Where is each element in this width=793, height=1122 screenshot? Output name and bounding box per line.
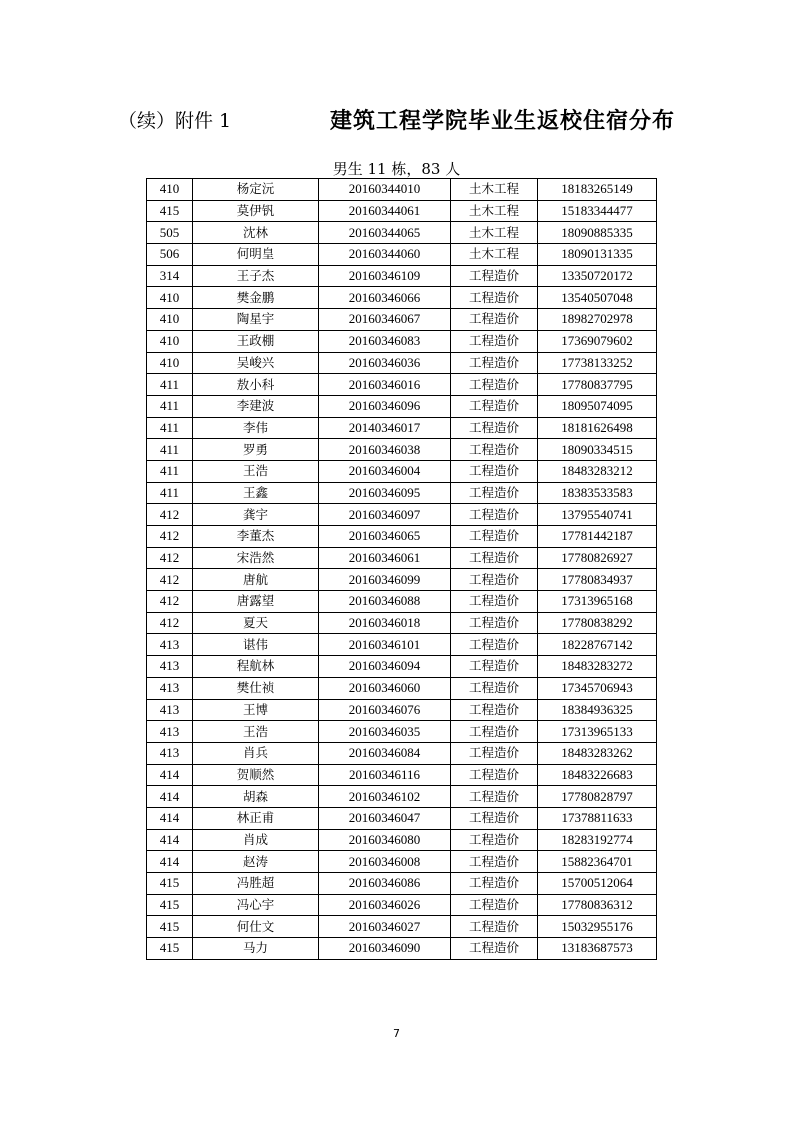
student-id-cell: 20160346027 <box>319 916 451 938</box>
room-cell: 415 <box>147 873 193 895</box>
page-number: 7 <box>393 1027 400 1040</box>
phone-cell: 17781442187 <box>538 526 657 548</box>
table-row <box>147 547 657 569</box>
name-cell: 胡森 <box>193 786 319 808</box>
phone-cell: 18283192774 <box>538 829 657 851</box>
name-cell: 夏天 <box>193 612 319 634</box>
name-cell: 李伟 <box>193 417 319 439</box>
major-cell: 工程造价 <box>451 699 538 721</box>
student-id-cell: 20160346065 <box>319 526 451 548</box>
phone-cell: 17369079602 <box>538 330 657 352</box>
name-cell: 冯心宇 <box>193 894 319 916</box>
major-cell: 工程造价 <box>451 417 538 439</box>
room-cell: 412 <box>147 612 193 634</box>
phone-cell: 15882364701 <box>538 851 657 873</box>
major-cell: 工程造价 <box>451 656 538 678</box>
student-id-cell: 20160344061 <box>319 200 451 222</box>
major-cell: 工程造价 <box>451 786 538 808</box>
name-cell: 何仕文 <box>193 916 319 938</box>
student-id-cell: 20160346094 <box>319 656 451 678</box>
student-id-cell: 20160346038 <box>319 439 451 461</box>
room-cell: 415 <box>147 894 193 916</box>
room-cell: 413 <box>147 677 193 699</box>
major-cell: 工程造价 <box>451 439 538 461</box>
phone-cell: 15032955176 <box>538 916 657 938</box>
major-cell: 工程造价 <box>451 742 538 764</box>
phone-cell: 17345706943 <box>538 677 657 699</box>
phone-cell: 17780837795 <box>538 374 657 396</box>
major-cell: 工程造价 <box>451 526 538 548</box>
student-id-cell: 20160346047 <box>319 807 451 829</box>
document-title: 建筑工程学院毕业生返校住宿分布 <box>330 109 676 134</box>
phone-cell: 13540507048 <box>538 287 657 309</box>
student-id-cell: 20160346061 <box>319 547 451 569</box>
room-cell: 410 <box>147 309 193 331</box>
student-id-cell: 20160346016 <box>319 374 451 396</box>
name-cell: 唐航 <box>193 569 319 591</box>
table-row <box>147 873 657 895</box>
table-row <box>147 482 657 504</box>
major-cell: 工程造价 <box>451 352 538 374</box>
phone-cell: 18095074095 <box>538 395 657 417</box>
name-cell: 王鑫 <box>193 482 319 504</box>
student-id-cell: 20160344010 <box>319 179 451 201</box>
student-id-cell: 20160346088 <box>319 591 451 613</box>
name-cell: 杨定沅 <box>193 179 319 201</box>
table-row <box>147 244 657 266</box>
room-cell: 414 <box>147 764 193 786</box>
phone-cell: 17780838292 <box>538 612 657 634</box>
phone-cell: 17780828797 <box>538 786 657 808</box>
student-id-cell: 20160346101 <box>319 634 451 656</box>
student-id-cell: 20160346066 <box>319 287 451 309</box>
name-cell: 宋浩然 <box>193 547 319 569</box>
table-row <box>147 829 657 851</box>
student-id-cell: 20160346096 <box>319 395 451 417</box>
room-cell: 411 <box>147 395 193 417</box>
major-cell: 工程造价 <box>451 591 538 613</box>
major-cell: 工程造价 <box>451 504 538 526</box>
room-cell: 414 <box>147 829 193 851</box>
table-row <box>147 894 657 916</box>
room-cell: 413 <box>147 656 193 678</box>
major-cell: 工程造价 <box>451 547 538 569</box>
name-cell: 何明皇 <box>193 244 319 266</box>
student-id-cell: 20160344065 <box>319 222 451 244</box>
room-cell: 412 <box>147 504 193 526</box>
major-cell: 工程造价 <box>451 807 538 829</box>
room-cell: 412 <box>147 591 193 613</box>
phone-cell: 18181626498 <box>538 417 657 439</box>
name-cell: 谌伟 <box>193 634 319 656</box>
dormitory-table <box>146 178 657 960</box>
room-cell: 410 <box>147 179 193 201</box>
major-cell: 工程造价 <box>451 395 538 417</box>
table-row <box>147 851 657 873</box>
phone-cell: 18483283212 <box>538 460 657 482</box>
name-cell: 马力 <box>193 938 319 960</box>
table-row <box>147 200 657 222</box>
table-row <box>147 287 657 309</box>
major-cell: 土木工程 <box>451 179 538 201</box>
table-row <box>147 938 657 960</box>
table-row <box>147 677 657 699</box>
table-row <box>147 179 657 201</box>
phone-cell: 17780834937 <box>538 569 657 591</box>
student-id-cell: 20160346004 <box>319 460 451 482</box>
name-cell: 樊仕祯 <box>193 677 319 699</box>
name-cell: 肖成 <box>193 829 319 851</box>
name-cell: 程航林 <box>193 656 319 678</box>
name-cell: 林正甫 <box>193 807 319 829</box>
student-id-cell: 20160346083 <box>319 330 451 352</box>
table-row <box>147 417 657 439</box>
major-cell: 工程造价 <box>451 265 538 287</box>
major-cell: 工程造价 <box>451 894 538 916</box>
phone-cell: 18483283262 <box>538 742 657 764</box>
student-id-cell: 20160346099 <box>319 569 451 591</box>
student-id-cell: 20160346109 <box>319 265 451 287</box>
name-cell: 王浩 <box>193 721 319 743</box>
phone-cell: 17738133252 <box>538 352 657 374</box>
name-cell: 樊金鹏 <box>193 287 319 309</box>
phone-cell: 13183687573 <box>538 938 657 960</box>
phone-cell: 18228767142 <box>538 634 657 656</box>
student-id-cell: 20160346036 <box>319 352 451 374</box>
room-cell: 411 <box>147 482 193 504</box>
phone-cell: 17313965133 <box>538 721 657 743</box>
major-cell: 工程造价 <box>451 916 538 938</box>
room-cell: 413 <box>147 742 193 764</box>
student-id-cell: 20160346008 <box>319 851 451 873</box>
room-cell: 415 <box>147 200 193 222</box>
major-cell: 工程造价 <box>451 287 538 309</box>
room-cell: 415 <box>147 916 193 938</box>
table-row <box>147 504 657 526</box>
student-id-cell: 20140346017 <box>319 417 451 439</box>
major-cell: 工程造价 <box>451 677 538 699</box>
phone-cell: 18383533583 <box>538 482 657 504</box>
major-cell: 工程造价 <box>451 721 538 743</box>
table-row <box>147 656 657 678</box>
annex-label: （续）附件 1 <box>118 110 232 132</box>
major-cell: 工程造价 <box>451 938 538 960</box>
student-id-cell: 20160346102 <box>319 786 451 808</box>
room-cell: 413 <box>147 699 193 721</box>
room-cell: 410 <box>147 287 193 309</box>
major-cell: 工程造价 <box>451 612 538 634</box>
major-cell: 工程造价 <box>451 482 538 504</box>
major-cell: 工程造价 <box>451 873 538 895</box>
room-cell: 314 <box>147 265 193 287</box>
name-cell: 李董杰 <box>193 526 319 548</box>
major-cell: 工程造价 <box>451 634 538 656</box>
room-cell: 412 <box>147 547 193 569</box>
student-id-cell: 20160346067 <box>319 309 451 331</box>
name-cell: 陶星宇 <box>193 309 319 331</box>
name-cell: 王子杰 <box>193 265 319 287</box>
name-cell: 李建波 <box>193 395 319 417</box>
phone-cell: 18183265149 <box>538 179 657 201</box>
phone-cell: 15183344477 <box>538 200 657 222</box>
name-cell: 王博 <box>193 699 319 721</box>
phone-cell: 13795540741 <box>538 504 657 526</box>
major-cell: 土木工程 <box>451 200 538 222</box>
student-id-cell: 20160346097 <box>319 504 451 526</box>
major-cell: 土木工程 <box>451 244 538 266</box>
name-cell: 龚宇 <box>193 504 319 526</box>
major-cell: 土木工程 <box>451 222 538 244</box>
name-cell: 贺顺然 <box>193 764 319 786</box>
student-id-cell: 20160346080 <box>319 829 451 851</box>
table-row <box>147 699 657 721</box>
table-row <box>147 352 657 374</box>
room-cell: 505 <box>147 222 193 244</box>
room-cell: 413 <box>147 721 193 743</box>
table-row <box>147 374 657 396</box>
table-row <box>147 309 657 331</box>
table-caption: 男生 11 栋，83 人 <box>332 160 461 178</box>
name-cell: 王浩 <box>193 460 319 482</box>
student-id-cell: 20160346095 <box>319 482 451 504</box>
room-cell: 414 <box>147 851 193 873</box>
major-cell: 工程造价 <box>451 374 538 396</box>
table-row <box>147 612 657 634</box>
name-cell: 莫伊钒 <box>193 200 319 222</box>
name-cell: 敖小科 <box>193 374 319 396</box>
student-id-cell: 20160346060 <box>319 677 451 699</box>
phone-cell: 13350720172 <box>538 265 657 287</box>
major-cell: 工程造价 <box>451 309 538 331</box>
student-id-cell: 20160346076 <box>319 699 451 721</box>
name-cell: 吴峻兴 <box>193 352 319 374</box>
name-cell: 赵涛 <box>193 851 319 873</box>
room-cell: 411 <box>147 417 193 439</box>
table-row <box>147 439 657 461</box>
table-row <box>147 634 657 656</box>
room-cell: 414 <box>147 807 193 829</box>
phone-cell: 18384936325 <box>538 699 657 721</box>
table-row <box>147 807 657 829</box>
table-row <box>147 786 657 808</box>
table-row <box>147 742 657 764</box>
phone-cell: 17780826927 <box>538 547 657 569</box>
table-row <box>147 265 657 287</box>
table-row <box>147 330 657 352</box>
room-cell: 414 <box>147 786 193 808</box>
major-cell: 工程造价 <box>451 460 538 482</box>
student-id-cell: 20160346086 <box>319 873 451 895</box>
table-row <box>147 721 657 743</box>
table-row <box>147 916 657 938</box>
phone-cell: 18982702978 <box>538 309 657 331</box>
major-cell: 工程造价 <box>451 851 538 873</box>
table-row <box>147 569 657 591</box>
table-row <box>147 460 657 482</box>
phone-cell: 15700512064 <box>538 873 657 895</box>
name-cell: 肖兵 <box>193 742 319 764</box>
room-cell: 415 <box>147 938 193 960</box>
name-cell: 沈林 <box>193 222 319 244</box>
room-cell: 506 <box>147 244 193 266</box>
table-row <box>147 222 657 244</box>
table-row <box>147 526 657 548</box>
name-cell: 罗勇 <box>193 439 319 461</box>
phone-cell: 18090131335 <box>538 244 657 266</box>
student-id-cell: 20160346035 <box>319 721 451 743</box>
table-row <box>147 395 657 417</box>
student-id-cell: 20160346116 <box>319 764 451 786</box>
student-id-cell: 20160344060 <box>319 244 451 266</box>
room-cell: 413 <box>147 634 193 656</box>
room-cell: 411 <box>147 439 193 461</box>
student-id-cell: 20160346026 <box>319 894 451 916</box>
student-id-cell: 20160346090 <box>319 938 451 960</box>
phone-cell: 17780836312 <box>538 894 657 916</box>
room-cell: 411 <box>147 460 193 482</box>
phone-cell: 18483283272 <box>538 656 657 678</box>
major-cell: 工程造价 <box>451 829 538 851</box>
table-row <box>147 591 657 613</box>
table-row <box>147 764 657 786</box>
room-cell: 412 <box>147 526 193 548</box>
phone-cell: 18090885335 <box>538 222 657 244</box>
major-cell: 工程造价 <box>451 569 538 591</box>
name-cell: 唐露望 <box>193 591 319 613</box>
major-cell: 工程造价 <box>451 764 538 786</box>
room-cell: 412 <box>147 569 193 591</box>
room-cell: 410 <box>147 330 193 352</box>
room-cell: 410 <box>147 352 193 374</box>
name-cell: 冯胜超 <box>193 873 319 895</box>
phone-cell: 18483226683 <box>538 764 657 786</box>
phone-cell: 18090334515 <box>538 439 657 461</box>
phone-cell: 17378811633 <box>538 807 657 829</box>
student-id-cell: 20160346084 <box>319 742 451 764</box>
name-cell: 王政棚 <box>193 330 319 352</box>
room-cell: 411 <box>147 374 193 396</box>
phone-cell: 17313965168 <box>538 591 657 613</box>
major-cell: 工程造价 <box>451 330 538 352</box>
student-id-cell: 20160346018 <box>319 612 451 634</box>
